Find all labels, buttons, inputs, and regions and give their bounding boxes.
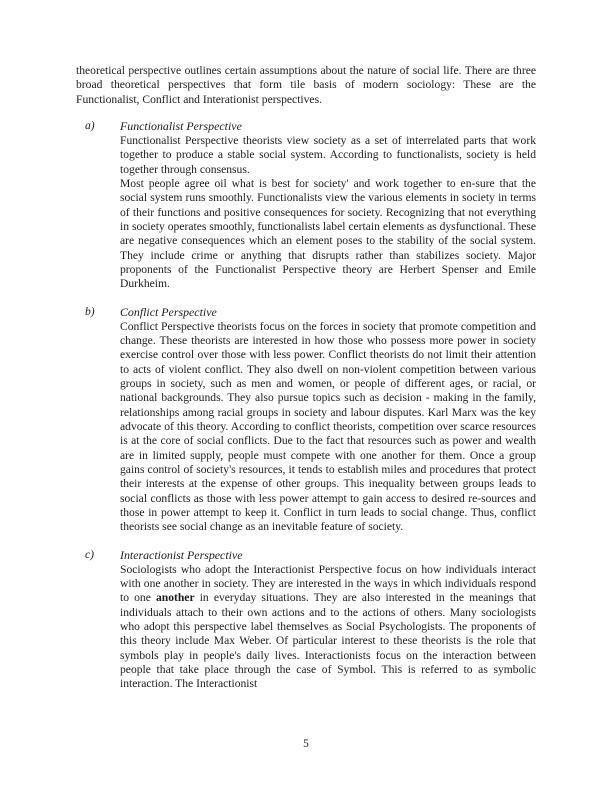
page-content xyxy=(76,64,536,692)
section-paragraph: Conflict Perspective theorists focus on the forces in society that promote competition and change. These theorists are interested in how those who possess more power in society exercise control over those with less power. Conflict theorists do not limit their attention to acts of violent conflict. They also dwell on non-violent competition between various groups in society, such as men and women, or people of different ages, or racial, or national backgrounds. They also pursue topics such as decision - making in the family, relationships among racial groups in society and labour disputes. Karl Marx was the key advocate of this theory. According to conflict theorists, competition over scarce resources is at the core of social conflicts. Due to the fact that resources such as power and wealth are in limited supply, people must compete with one another for them. Once a group gains control of society's resources, it tends to establish miles and procedures that protect their interests at the expense of other groups. This inequality between groups leads to social conflicts as those with less power attempt to gain access to desired re-sources and those in power attempt to keep it. Conflict in turn leads to social change. Thus, conflict theorists see social change as an inevitable feature of society. xyxy=(120,319,536,534)
section-functionalist xyxy=(76,119,536,292)
section-paragraph: Functionalist Perspective theorists view society as a set of interrelated parts that work together to produce a stable social system. According to functionalists, society is held together through consensus. xyxy=(120,133,536,176)
list-marker-a: a) xyxy=(85,119,95,133)
intro-paragraph: theoretical perspective outlines certain assumptions about the nature of social life. There are three broad theoretical perspectives that form tile basis of modern sociology: These are the Functionalist, Conflict and Interationist perspectives. xyxy=(76,64,536,106)
page-number: 5 xyxy=(303,738,309,750)
section-conflict xyxy=(76,305,536,535)
section-heading-functionalist: Functionalist Perspective xyxy=(120,119,242,134)
section-paragraph: Most people agree oil what is best for society' and work together to en-sure that the social system runs smoothly. Functionalists view the various elements in society in terms of their functions and positive consequences for society. Recognizing that not everything in society operates smoothly, functionalists label certain elements as dysfunctional. These are negative consequences which an element poses to the stability of the social system. They include crime or anything that disrupts rather than stabilizes society. Major proponents of the Functionalist Perspective theory are Herbert Spenser and Emile Durkheim. xyxy=(120,176,536,291)
section-heading-interactionist: Interactionist Perspective xyxy=(120,547,243,562)
list-marker-b: b) xyxy=(85,304,95,318)
list-marker-c: c) xyxy=(85,547,95,561)
section-heading-conflict: Conflict Perspective xyxy=(120,304,217,319)
section-interactionist xyxy=(76,548,536,692)
section-paragraph: Sociologists who adopt the Interactionist Perspective focus on how individuals interact with one another in society. They are interested in the ways in which individuals respond to one another in everyday situations. They are also interested in the meanings that individuals attach to their own actions and to the actions of others. Many sociologists who adopt this perspective label themselves as Social Psychologists. The proponents of this theory include Max Weber. Of particular interest to these theorists is the role that symbols play in people's daily lives. Interactionists focus on the interaction between people that take place through the case of Symbol. This is referred to as symbolic interaction. The Interactionist xyxy=(120,562,536,691)
